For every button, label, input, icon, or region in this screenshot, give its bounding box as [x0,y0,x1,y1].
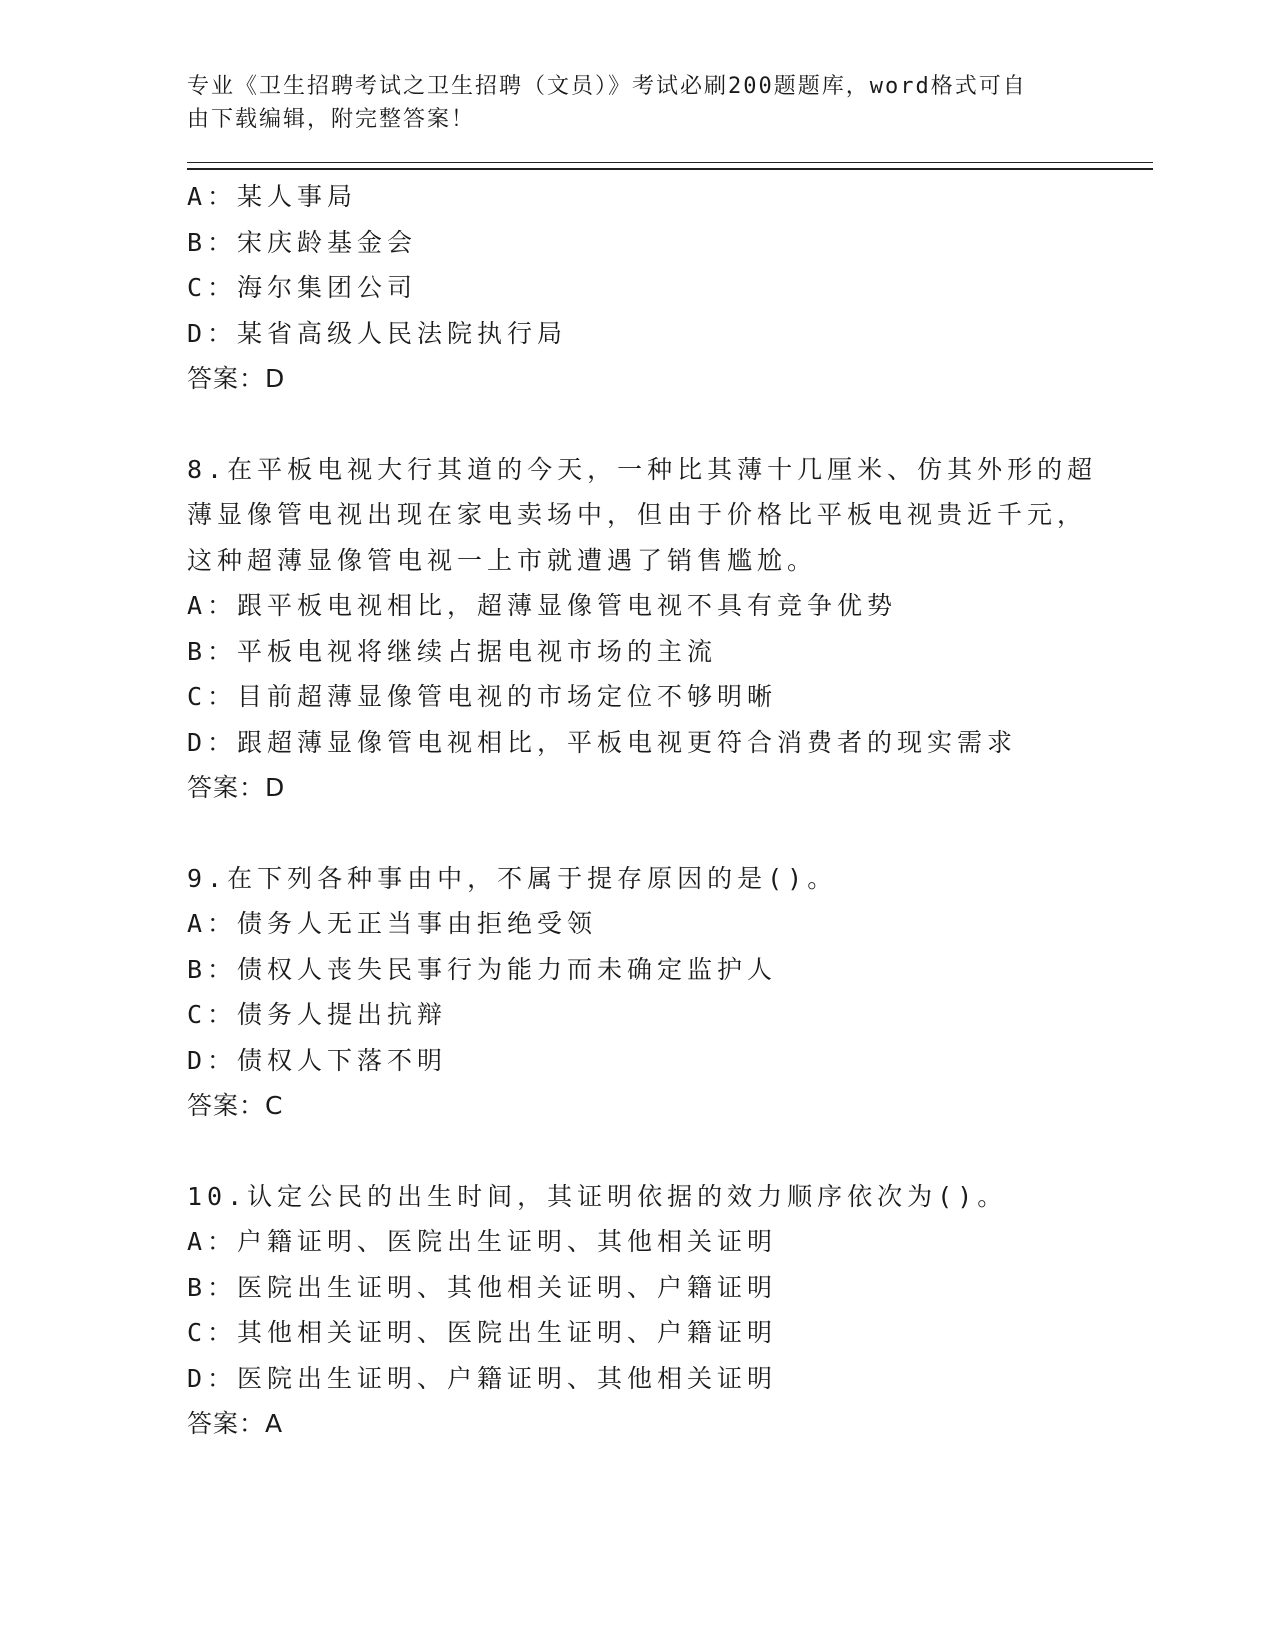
option-a: A：户籍证明、医院出生证明、其他相关证明 [187,1227,778,1256]
option-d: D：债权人下落不明 [187,1045,448,1075]
option-c: C：其他相关证明、医院出生证明、户籍证明 [187,1318,778,1347]
question-stem-line: 8.在平板电视大行其道的今天，一种比其薄十几厘米、仿其外形的超 [187,454,1098,484]
option-d: D：医院出生证明、户籍证明、其他相关证明 [187,1363,778,1393]
question-9 [187,856,1147,1129]
question-stem-line: 9.在下列各种事由中，不属于提存原因的是()。 [187,863,838,893]
header-line-1: 专业《卫生招聘考试之卫生招聘（文员）》考试必刷200题题库，word格式可自 [187,74,1027,99]
spacer [187,1129,1147,1174]
option-a: A：某人事局 [187,182,358,211]
header-line-2: 由下载编辑，附完整答案！ [187,107,476,132]
option-c: C：债务人提出抗辩 [187,1000,448,1029]
option-d: D：跟超薄显像管电视相比，平板电视更符合消费者的现实需求 [187,727,1018,757]
spacer [187,402,1147,447]
spacer [187,811,1147,856]
question-stem-line: 这种超薄显像管电视一上市就遭遇了销售尴尬。 [187,545,818,575]
answer: 答案：C [187,1091,284,1120]
question-stem-line: 10.认定公民的出生时间，其证明依据的效力顺序依次为()。 [187,1181,1008,1211]
option-b: B：医院出生证明、其他相关证明、户籍证明 [187,1272,778,1302]
answer: 答案：D [187,364,286,393]
option-c: C：海尔集团公司 [187,273,418,302]
answer: 答案：A [187,1409,284,1438]
document-header [187,70,1087,136]
question-7 [187,174,1147,402]
option-a: A：债务人无正当事由拒绝受领 [187,909,598,938]
question-10 [187,1174,1147,1447]
document-page [187,70,1147,1447]
question-stem-line: 薄显像管电视出现在家电卖场中，但由于价格比平板电视贵近千元， [187,500,1088,529]
option-a: A：跟平板电视相比，超薄显像管电视不具有竞争优势 [187,591,898,620]
answer: 答案：D [187,773,286,802]
option-b: B：宋庆龄基金会 [187,227,418,257]
option-c: C：目前超薄显像管电视的市场定位不够明晰 [187,682,778,711]
option-d: D：某省高级人民法院执行局 [187,318,568,348]
option-b: B：平板电视将继续占据电视市场的主流 [187,636,718,666]
question-8 [187,447,1147,811]
option-b: B：债权人丧失民事行为能力而未确定监护人 [187,954,778,984]
header-divider [187,162,1153,170]
